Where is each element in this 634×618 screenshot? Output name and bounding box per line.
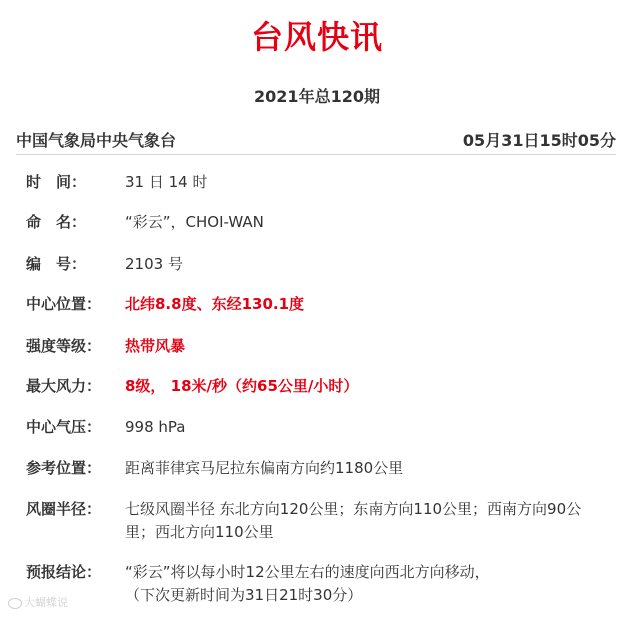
row-label: 参考位置：: [26, 459, 102, 477]
row-value: 北纬8.8度、东经130.1度: [125, 295, 305, 313]
row-label: 编 号：: [26, 255, 87, 273]
row-value: 距离菲律宾马尼拉东偏南方向约1180公里: [125, 459, 404, 477]
row-value: “彩云”，CHOI-WAN: [125, 213, 264, 231]
watermark-logo-icon: [8, 598, 22, 609]
row-label: 中心气压：: [26, 418, 102, 436]
row-label: 强度等级：: [26, 337, 102, 355]
row-value: [125, 561, 634, 607]
row-label: 最大风力：: [26, 377, 102, 395]
row-value: 8级， 18米/秒（约65公里/小时）: [125, 377, 359, 395]
header-row: [16, 128, 616, 150]
row-value: 998 hPa: [125, 418, 186, 436]
row-value-line: “彩云”将以每小时12公里左右的速度向西北方向移动，: [125, 563, 490, 581]
row-value: 31 日 14 时: [125, 173, 208, 191]
row-label: 时 间：: [26, 173, 87, 191]
row-label: 命 名：: [26, 213, 87, 231]
row-label: 风圈半径：: [26, 500, 102, 518]
row-value: 2103 号: [125, 255, 183, 273]
watermark: [8, 594, 68, 610]
issue-number: 2021年总120期: [254, 87, 380, 106]
row-value-line: 七级风圈半径 东北方向120公里；东南方向110公里；西南方向90公: [125, 500, 582, 518]
issuing-organization: 中国气象局中央气象台: [16, 131, 177, 150]
issue-datetime: 05月31日15时05分: [462, 131, 616, 150]
page-title: 台风快讯: [250, 18, 383, 56]
divider: [16, 154, 616, 155]
row-label: 预报结论：: [26, 563, 102, 581]
watermark-text: 大蝴蝶说: [24, 596, 68, 609]
row-value: 热带风暴: [125, 337, 186, 355]
row-value-line: （下次更新时间为31日21时30分）: [125, 586, 363, 604]
row-value-line: 里；西北方向110公里: [125, 523, 274, 541]
row-value: [125, 498, 634, 544]
row-label: 中心位置：: [26, 295, 102, 313]
